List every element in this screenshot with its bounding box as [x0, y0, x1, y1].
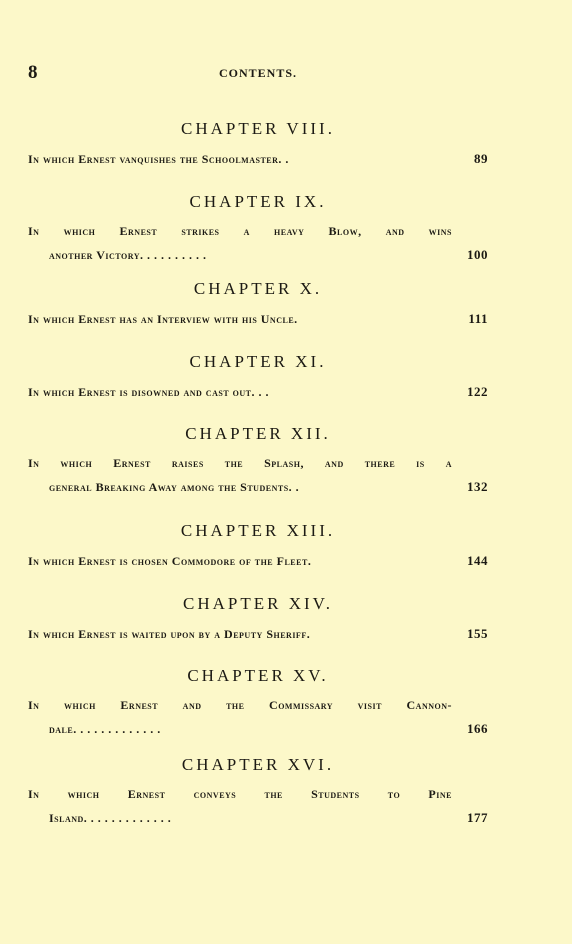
chapter-entry	[28, 352, 488, 404]
chapter-entry	[28, 279, 488, 331]
chapter-page-number: 155	[467, 626, 488, 641]
chapter-heading: CHAPTER XVI.	[181, 755, 335, 774]
running-header-title: CONTENTS.	[218, 66, 298, 80]
chapter-description-line	[28, 806, 488, 830]
chapter-page-number: 122	[467, 384, 488, 399]
chapter-description-line	[28, 783, 488, 806]
chapter-page-number: 166	[467, 721, 488, 736]
chapter-description-line	[28, 622, 488, 646]
chapter-entry	[28, 755, 488, 830]
chapter-description-line	[28, 549, 488, 573]
chapter-description: In which Ernest is disowned and cast out. . .	[28, 385, 269, 399]
chapter-entry	[28, 594, 488, 646]
chapter-page-number: 89	[474, 151, 488, 166]
chapter-description: In which Ernest strikes a heavy Blow, and wins	[28, 224, 452, 238]
chapter-description: In which Ernest vanquishes the Schoolmaster. .	[28, 152, 289, 166]
chapter-description-line	[28, 452, 488, 475]
chapter-page-number: 111	[468, 311, 488, 326]
chapter-description-continued: general Breaking Away among the Students. .	[49, 480, 300, 494]
chapter-description: In which Ernest raises the Splash, and there is a	[28, 456, 452, 470]
chapter-description: In which Ernest is waited upon by a Deputy Sheriff.	[28, 627, 311, 641]
chapter-entry	[28, 521, 488, 573]
chapter-heading: CHAPTER IX.	[189, 192, 327, 211]
chapter-page-number: 100	[467, 247, 488, 262]
chapter-description-line	[28, 147, 488, 171]
chapter-description-continued: Island. . . . . . . . . . . . .	[49, 811, 172, 825]
chapter-description: In which Ernest has an Interview with his Uncle.	[28, 312, 298, 326]
chapter-heading: CHAPTER VIII.	[181, 119, 335, 138]
chapter-description-line	[28, 307, 488, 331]
chapter-heading: CHAPTER XIII.	[180, 521, 336, 540]
chapter-heading: CHAPTER X.	[193, 279, 323, 298]
chapter-heading: CHAPTER XIV.	[183, 594, 333, 613]
chapter-page-number: 144	[467, 553, 488, 568]
chapter-page-number: 177	[467, 810, 488, 825]
chapter-heading: CHAPTER XII.	[185, 424, 331, 443]
chapter-entry	[28, 119, 488, 171]
chapter-page-number: 132	[467, 479, 488, 494]
chapter-description-continued: dale. . . . . . . . . . . . .	[49, 722, 161, 736]
chapter-description-line	[28, 380, 488, 404]
chapter-entry	[28, 666, 488, 741]
chapter-description: In which Ernest and the Commissary visit Cannon-	[28, 698, 452, 712]
chapter-description-line	[28, 475, 488, 499]
chapter-entry	[28, 192, 488, 267]
chapter-description: In which Ernest conveys the Students to Pine	[28, 787, 452, 801]
chapter-entry	[28, 424, 488, 499]
chapter-description-line	[28, 717, 488, 741]
chapter-description: In which Ernest is chosen Commodore of the Fleet.	[28, 554, 312, 568]
chapter-heading: CHAPTER XV.	[187, 666, 329, 685]
chapter-description-line	[28, 243, 488, 267]
chapter-heading: CHAPTER XI.	[189, 352, 327, 371]
chapter-description-line	[28, 694, 488, 717]
chapter-description-line	[28, 220, 488, 243]
chapter-description-continued: another Victory. . . . . . . . . .	[49, 248, 207, 262]
page-number: 8	[28, 62, 38, 83]
